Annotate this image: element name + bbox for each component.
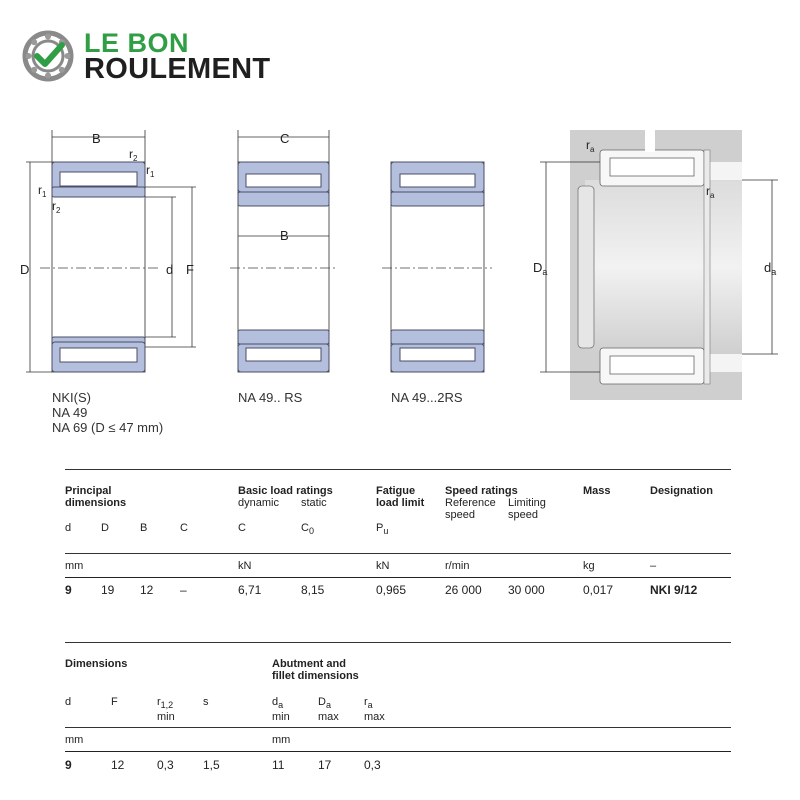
dim-label-da: $d_a$: [764, 260, 777, 277]
cell2-ra: 0,3: [364, 758, 381, 772]
header-limiting-line1: Limiting: [508, 497, 546, 509]
dim-label-d: d: [166, 262, 174, 277]
header-abutment-line2: fillet dimensions: [272, 670, 359, 682]
table2-top-rule: [65, 642, 731, 643]
symbol2-da-sub: a: [278, 700, 284, 711]
symbol2-ra: [364, 696, 385, 723]
dim-label-r2-left: $r_2$: [52, 199, 61, 215]
symbol2-Da-main: D: [318, 696, 326, 708]
header-speed-ratings: Speed ratings: [445, 485, 518, 497]
symbol2-r12-main: r: [157, 696, 161, 708]
header-dynamic: dynamic: [238, 497, 279, 509]
cell-D: 19: [101, 583, 115, 597]
dim-label-B-rs: B: [280, 228, 289, 243]
caption-nki-line1: NKI(S): [52, 390, 91, 405]
symbol-C0-main: C: [301, 522, 309, 534]
header-principal-line2: dimensions: [65, 497, 127, 509]
logo-text-line2: ROULEMENT: [84, 53, 271, 85]
symbol2-Da-qualifier: max: [318, 711, 339, 724]
cell-reference-speed: 26 000: [445, 583, 482, 597]
dim-label-r2-top: $r_2$: [129, 147, 138, 163]
header-designation: Designation: [650, 485, 713, 497]
header-reference-line2: speed: [445, 509, 475, 521]
dim-label-ra-right: $r_a$: [706, 184, 715, 200]
cell-C: –: [180, 583, 187, 597]
symbol-D: D: [101, 522, 109, 534]
symbol2-r12: [157, 696, 175, 723]
header-fatigue-line1: Fatigue: [376, 485, 416, 497]
dim-label-F: F: [186, 262, 194, 277]
cell-limiting-speed: 30 000: [508, 583, 545, 597]
cell2-s: 1,5: [203, 758, 220, 772]
header-abutment-fillet: [272, 658, 359, 682]
dim-label-D: D: [20, 262, 30, 277]
unit-mm: mm: [65, 560, 84, 572]
symbol2-F: F: [111, 696, 118, 708]
symbol2-r12-sub: 1,2: [160, 700, 174, 711]
header-dimensions: Dimensions: [65, 658, 128, 670]
symbol-C-dynamic: C: [238, 522, 246, 534]
symbol2-da-main: d: [272, 696, 279, 708]
symbol2-r12-qualifier: min: [157, 711, 175, 724]
header-mass: Mass: [583, 485, 611, 497]
unit-designation: –: [650, 560, 657, 572]
cell2-F: 12: [111, 758, 125, 772]
dim-label-C: C: [280, 131, 290, 146]
cell2-r12: 0,3: [157, 758, 174, 772]
cell2-da: 11: [272, 758, 285, 772]
symbol2-s: s: [203, 696, 209, 708]
symbol2-da: [272, 696, 290, 723]
unit-speed: r/min: [445, 560, 470, 572]
cell-c-dynamic: 6,71: [238, 583, 262, 597]
unit2-mm-dimensions: mm: [65, 734, 84, 746]
logo-text-line1: LE BON: [84, 28, 190, 58]
symbol2-ra-qualifier: max: [364, 711, 385, 724]
cell-designation: NKI 9/12: [650, 583, 698, 597]
symbol-B: B: [140, 522, 148, 534]
symbol-C0-sub: 0: [308, 526, 314, 537]
header-static: static: [301, 497, 327, 509]
caption-na49rs: NA 49.. RS: [238, 390, 303, 405]
cell-B: 12: [140, 583, 154, 597]
header-principal-line1: Principal: [65, 485, 112, 497]
cell-c0: 8,15: [301, 583, 325, 597]
header-abutment-line1: Abutment and: [272, 658, 346, 670]
symbol-Pu-main: P: [376, 522, 384, 534]
symbol-Pu-sub: u: [383, 526, 389, 537]
cell-d: 9: [65, 583, 72, 597]
header-basic-load-ratings: Basic load ratings: [238, 485, 333, 497]
caption-na492rs: NA 49...2RS: [391, 390, 463, 405]
unit-kn-load: kN: [238, 560, 252, 572]
cell-pu: 0,965: [376, 583, 407, 597]
symbol-d: d: [65, 522, 72, 534]
symbol2-da-qualifier: min: [272, 711, 290, 724]
symbol-C: C: [180, 522, 188, 534]
unit-mass: kg: [583, 560, 595, 572]
symbol2-Da: [318, 696, 339, 723]
table2-header-rule: [65, 751, 731, 752]
header-reference-line1: Reference: [445, 497, 496, 509]
dim-label-ra-top: $r_a$: [586, 138, 595, 154]
symbol2-Da-sub: a: [325, 700, 331, 711]
dim-label-r1-left: $r_1$: [38, 183, 47, 199]
header-fatigue-line2: load limit: [376, 497, 425, 509]
header-limiting-line2: speed: [508, 509, 538, 521]
cell2-d: 9: [65, 758, 72, 772]
table2-mid-rule: [65, 727, 731, 728]
unit2-mm-abutment: mm: [272, 734, 291, 746]
dim-label-B: B: [92, 131, 101, 146]
cell2-Da: 17: [318, 758, 332, 772]
caption-nki-line2: NA 49: [52, 405, 88, 420]
symbol2-d: d: [65, 696, 72, 708]
unit-kn-fatigue: kN: [376, 560, 390, 572]
cell-mass: 0,017: [583, 583, 614, 597]
dim-label-r1-right: $r_1$: [146, 163, 155, 179]
dim-label-Da: $D_a$: [533, 260, 548, 277]
caption-nki-line3: NA 69 (D ≤ 47 mm): [52, 420, 164, 435]
symbol2-ra-sub: a: [367, 700, 373, 711]
symbol2-ra-main: r: [364, 696, 368, 708]
